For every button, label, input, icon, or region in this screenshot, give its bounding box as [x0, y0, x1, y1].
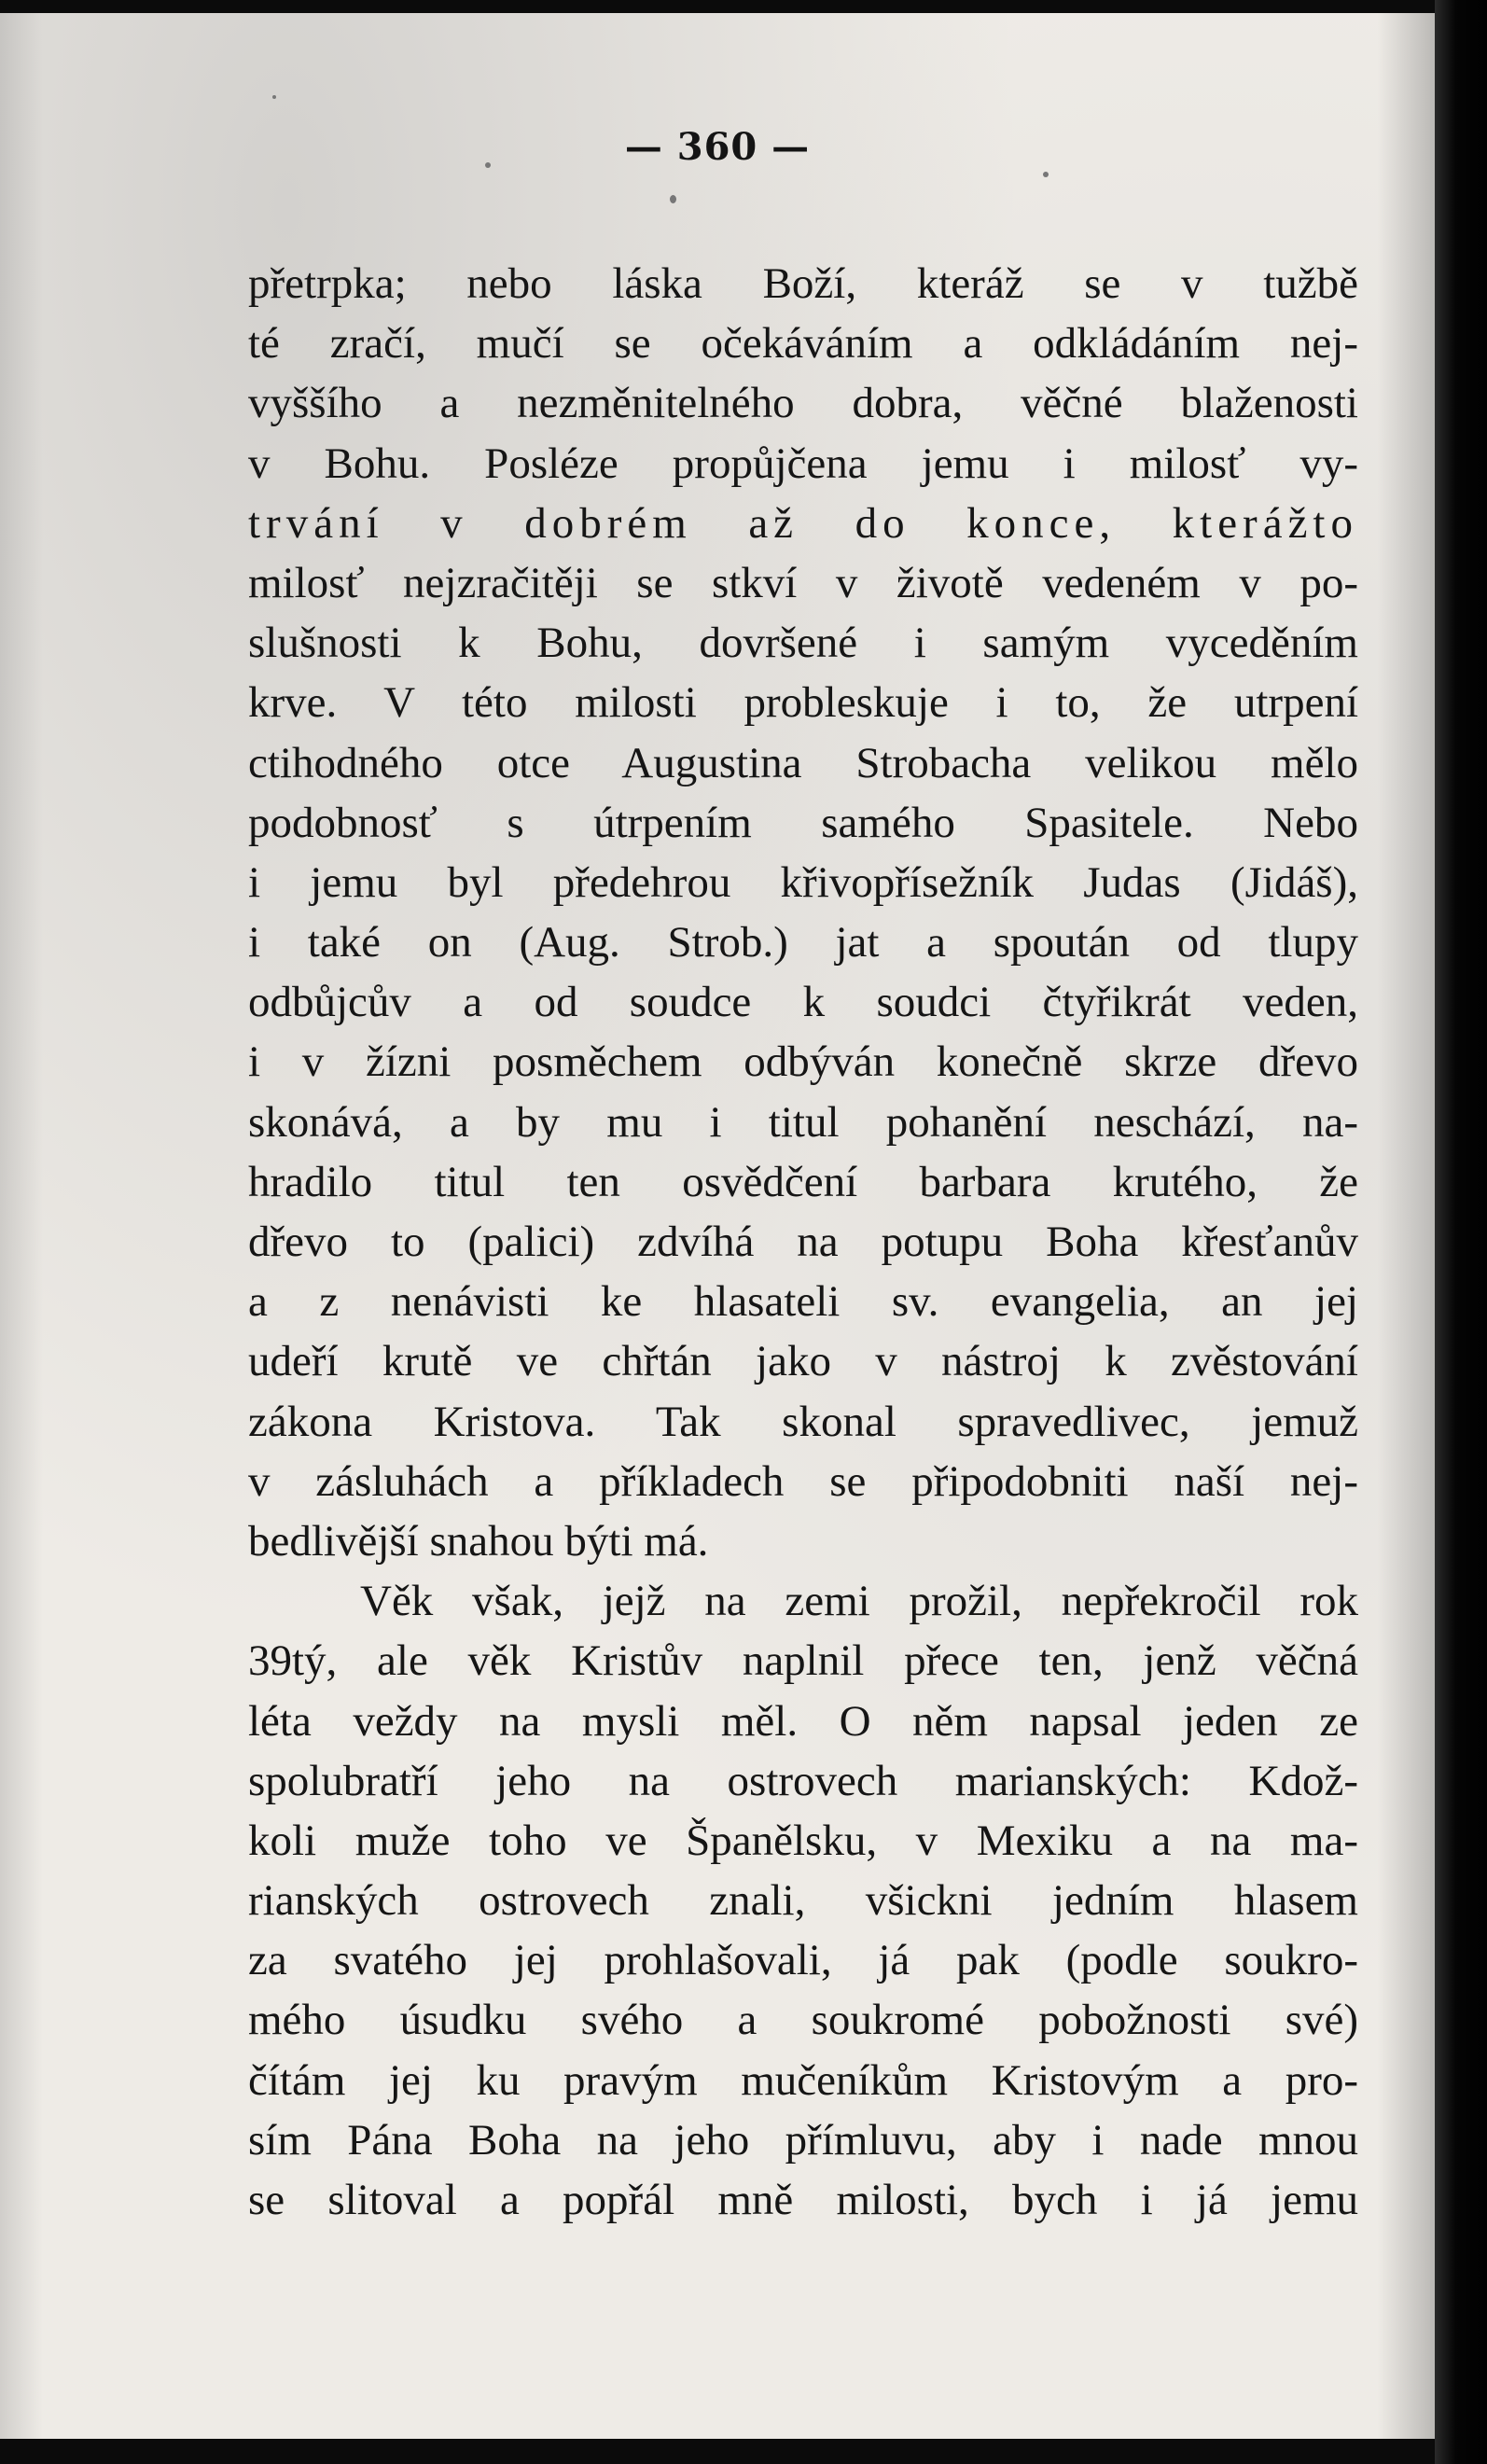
paper-speck	[272, 95, 276, 99]
text-line: i v žízni posměchem odbýván konečně skrze dřevo	[248, 1037, 1358, 1087]
text-line: spolubratří jeho na ostrovech marianských: Kdož-	[248, 1756, 1358, 1805]
text-line: slušnosti k Bohu, dovršené i samým vyceděním	[248, 619, 1358, 668]
text-line: vyššího a nezměnitelného dobra, věčné blaženosti	[248, 379, 1358, 428]
paragraph-start-line: Věk však, jejž na zemi prožil, nepřekročil rok	[360, 1577, 1358, 1626]
paper-speck	[485, 162, 491, 168]
book-page	[0, 13, 1435, 2439]
text-line: zákona Kristova. Tak skonal spravedlivec, jemuž	[248, 1397, 1358, 1446]
text-line: hradilo titul ten osvědčení barbara krutého, že	[248, 1157, 1358, 1206]
text-line: koli muže toho ve Španělsku, v Mexiku a na ma-	[248, 1816, 1358, 1865]
paragraph-end-line: bedlivější snahou býti má.	[248, 1516, 709, 1566]
paper-speck	[1043, 172, 1049, 177]
book-binding-edge	[1435, 0, 1487, 2464]
text-line: v zásluhách a příkladech se připodobniti naší nej-	[248, 1456, 1358, 1506]
text-line: odbůjcův a od soudce k soudci čtyřikrát veden,	[248, 978, 1358, 1027]
paper-speck	[670, 195, 676, 203]
text-line: 39tý, ale věk Kristův naplnil přece ten, jenž věčná	[248, 1636, 1358, 1686]
text-line: a z nenávisti ke hlasateli sv. evangelia, an jej	[248, 1277, 1358, 1327]
text-line: podobnosť s útrpením samého Spasitele. Nebo	[248, 798, 1358, 847]
text-line: i také on (Aug. Strob.) jat a spoután od tlupy	[248, 918, 1358, 968]
text-line: ctihodného otce Augustina Strobacha velikou mělo	[248, 738, 1358, 787]
text-line: za svatého jej prohlašovali, já pak (podle soukro-	[248, 1936, 1358, 1985]
text-line: sím Pána Boha na jeho přímluvu, aby i nade mnou	[248, 2115, 1358, 2165]
text-line: skonává, a by mu i titul pohanění neschází, na-	[248, 1097, 1358, 1147]
text-line: i jemu byl předehrou křivopřísežník Judas (Jidáš),	[248, 857, 1358, 907]
text-line: rianských ostrovech znali, všickni jedním hlasem	[248, 1876, 1358, 1926]
text-line: mého úsudku svého a soukromé pobožnosti své)	[248, 1996, 1358, 2045]
text-line: té zračí, mučí se očekáváním a odkládáním nej-	[248, 319, 1358, 369]
text-line: čítám jej ku pravým mučeníkům Kristovým a pro-	[248, 2055, 1358, 2105]
page-number: — 360 —	[624, 125, 811, 169]
text-line: léta veždy na mysli měl. O něm napsal jeden ze	[248, 1696, 1358, 1746]
text-line: udeří krutě ve chřtán jako v nástroj k zvěstování	[248, 1337, 1358, 1386]
text-line: trvání v dobrém až do konce, kterážto	[248, 498, 1358, 548]
text-line: přetrpka; nebo láska Boží, kteráž se v tužbě	[248, 259, 1358, 308]
text-line: se slitoval a popřál mně milosti, bych i já jemu	[248, 2176, 1358, 2224]
text-line: milosť nejzračitěji se stkví v životě vedeném v po-	[248, 558, 1358, 607]
text-line: krve. V této milosti probleskuje i to, že utrpení	[248, 678, 1358, 728]
text-line: dřevo to (palici) zdvíhá na potupu Boha křesťanův	[248, 1218, 1358, 1266]
text-line: v Bohu. Posléze propůjčena jemu i milosť vy-	[248, 439, 1358, 488]
body-text	[248, 254, 1358, 2230]
